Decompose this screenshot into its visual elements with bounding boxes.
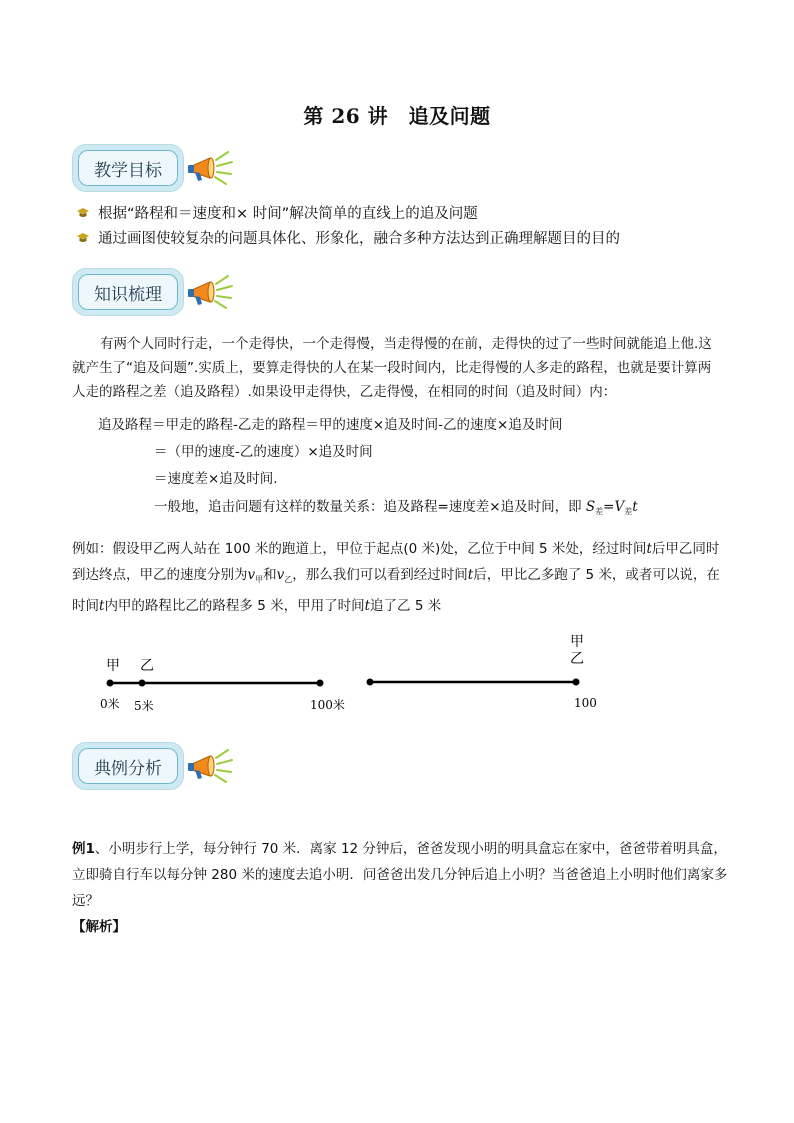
section-header-goals [72, 144, 272, 198]
section-header-examples [72, 742, 272, 796]
tick-0: 0米 [100, 697, 120, 711]
section-title-examples: 典例分析 [78, 748, 178, 784]
point-right-start [367, 679, 374, 686]
goal-item: 通过画图使较复杂的问题具体化、形象化，融合多种方法达到正确理解题目的目的 [76, 229, 620, 249]
analysis-label: 【解析】 [72, 919, 126, 935]
right-label-yi: 乙 [570, 651, 584, 667]
example-intro: 例如：假设甲乙两人站在 100 米的跑道上，甲位于起点(0 米)处，乙位于中间 5 米处，经过时间t后甲乙同时到达终点，甲乙的速度分别为$v_甲$和$v_乙$，那么我们可以看到经过时间t后，甲比乙多跑了 5 米，或者可以说，在时间t内甲的路程比乙的路程多 5 米，甲用了时间t追了乙 5 米 [72, 541, 720, 614]
example-1-label: 例1 [72, 841, 95, 857]
megaphone-icon [184, 272, 236, 312]
formula-line-relation: 一般地，追击问题有这样的数量关系：追及路程=速度差×追及时间，即 $S_差=V_差t$ [154, 499, 638, 516]
section-title-knowledge: 知识梳理 [78, 274, 178, 310]
section-badge [72, 742, 184, 790]
label-jia: 甲 [106, 658, 120, 674]
megaphone-icon [184, 746, 236, 786]
point-end-left [317, 680, 324, 687]
section-header-knowledge [72, 268, 272, 322]
formula-line: ＝（甲的速度-乙的速度）×追及时间 [154, 444, 373, 460]
right-tick-100: 100 [574, 696, 597, 710]
point-start [107, 680, 114, 687]
section-badge [72, 144, 184, 192]
formula-line: ＝速度差×追及时间. [154, 471, 278, 487]
point-yi [139, 680, 146, 687]
tick-5: 5米 [134, 699, 154, 713]
formula-line: 追及路程＝甲走的路程-乙走的路程＝甲的速度×追及时间-乙的速度×追及时间 [98, 417, 563, 433]
megaphone-icon [184, 148, 236, 188]
right-label-jia: 甲 [570, 634, 584, 650]
label-yi: 乙 [140, 658, 154, 674]
point-right-end [573, 679, 580, 686]
graduation-cap-icon [76, 206, 90, 220]
tick-100: 100米 [310, 698, 345, 712]
example-1: 例1、小明步行上学，每分钟行 70 米．离家 12 分钟后，爸爸发现小明的明具盒忘在家中，爸爸带着明具盒，立即骑自行车以每分钟 280 米的速度去追小明．问爸爸出发几分钟后追上小明？当爸爸追上小明时他们离家多远？ [72, 841, 728, 909]
section-badge [72, 268, 184, 316]
page-title: 第 26 讲 追及问题 [303, 104, 491, 128]
knowledge-intro: 有两个人同时行走，一个走得快，一个走得慢，当走得慢的在前，走得快的过了一些时间就能追上他.这就产生了“追及问题”.实质上，要算走得快的人在某一段时间内，比走得慢的人多走的路程，也就是要计算两人走的路程之差（追及路程）.如果设甲走得快，乙走得慢，在相同的时间（追及时间）内： [72, 336, 712, 400]
graduation-cap-icon [76, 231, 90, 245]
section-title-goals: 教学目标 [78, 150, 178, 186]
goal-item: 根据“路程和＝速度和× 时间”解决简单的直线上的追及问题 [76, 204, 478, 224]
chase-diagram [96, 630, 616, 725]
